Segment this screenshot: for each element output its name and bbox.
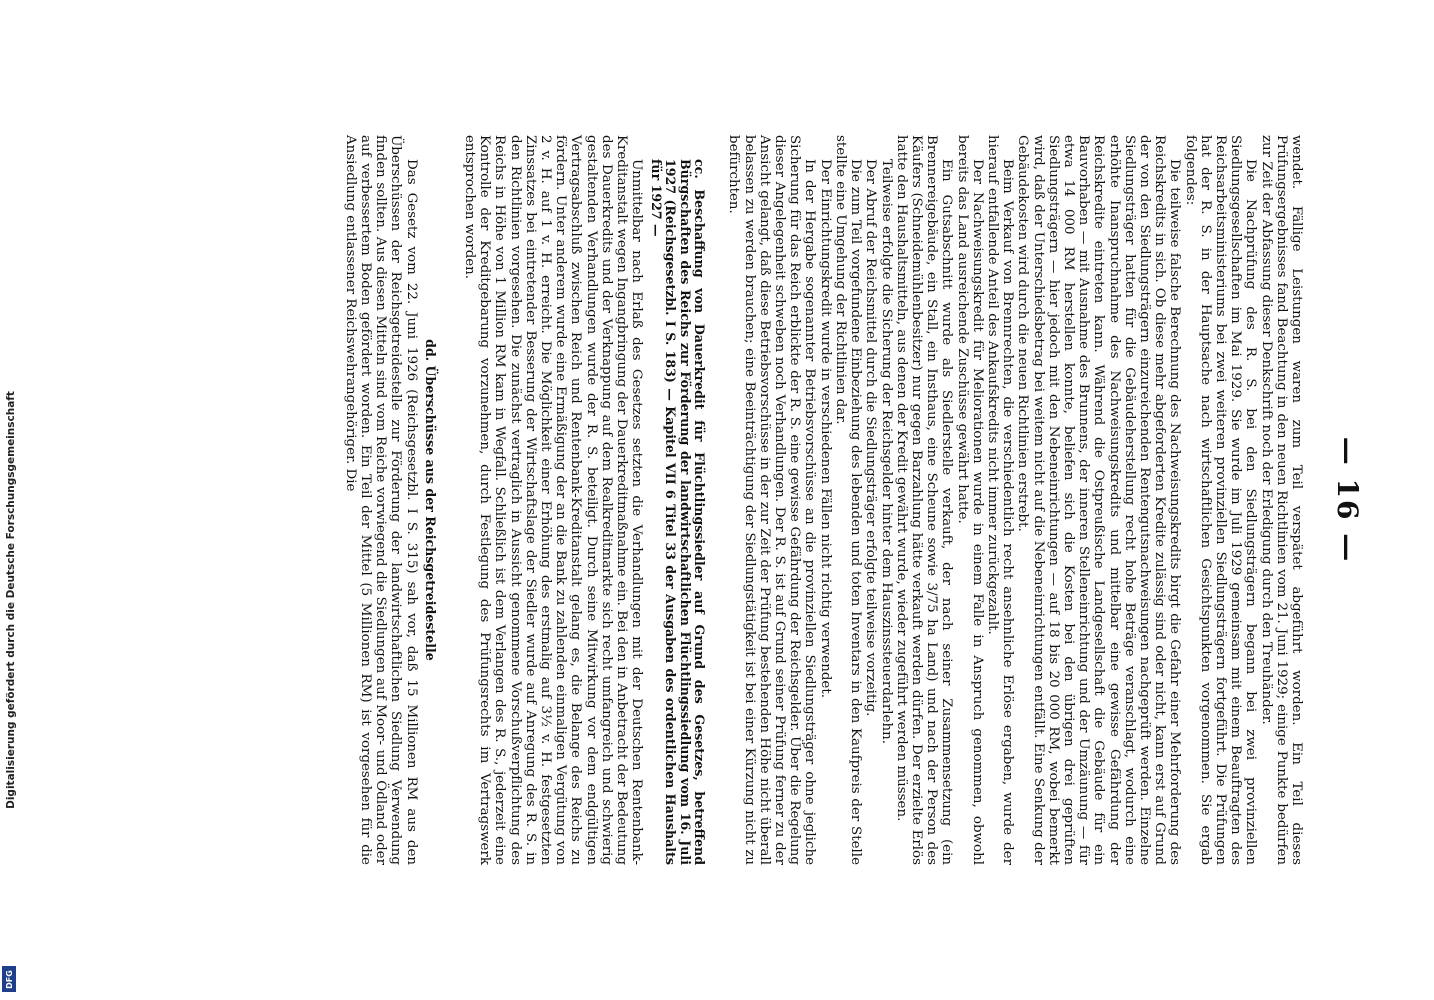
paragraph: Ein Gutsabschnitt wurde als Siedlerstelle verkauft, der nach seiner Zusammensetzung (ein Brennereigebäude, ein Stall, ein Insthaus, eine Scheune sowie 3/75 ha Land) und nach der Person des Käufers (Schneidemühlenbesitzer) nur gegen Barzahlung hätte verkauft werden dürfen. Der erzielte Erlös hatte den Haushaltsmitteln, aus denen der Kredit gewährt wurde, wieder zugeführt werden müssen. bbox=[893, 135, 955, 865]
section-heading-dd: dd. Überschüsse aus der Reichsgetreidestelle bbox=[422, 339, 438, 661]
paragraph: Der Nachweisungskredit für Meliorationen wurde in einem Falle in Anspruch genommen, obwohl bereits das Land ausreichende Zuschüsse gewährt hatte. bbox=[954, 135, 985, 865]
paragraph: Teilweise erfolgte die Sicherung der Reichsgelder hinter dem Hauszinssteuerdarlehn. bbox=[878, 159, 894, 744]
digitization-credit: Digitalisierung gefördert durch die Deutsche Forschungsgemeinschaft bbox=[5, 391, 17, 809]
page-number: — 16 — bbox=[1331, 436, 1364, 564]
paragraph: Die teilweise falsche Berechnung des Nachweisungskredits birgt die Gefahr einer Mehrforderung des Reichskredits in sich. Ob diese mehr abgeforderten Kredite zulässig sind oder nicht, kann erst auf Grund der von den Siedlungsträgern einzureichenden Rentengutsnachweisungen nachgeprüft werden. Einzelne Siedlungsträger hatten für die Gebäudeherstellung recht hohe Beträge veranschlagt, wodurch eine erhöhte Inanspruchnahme des Nachweisungskredits und mittelbar eine gewisse Gefährdung der Reichskredite eintreten kann. Während die Ostpreußische Landgesellschaft die Gebäude für ein Bauvorhaben — mit Ausnahme des Brunnens, der inneren Stelleneinrichtung und der Umzäunung — für etwa 14 000 RM herstellen konnte, beliefen sich die Kosten bei den übrigen drei geprüften Siedlungsträgern — hier jedoch mit den Nebeneinrichtungen — auf 18 bis 20 000 RM, wobei bemerkt wird, daß der Unterschiedsbetrag bei weitem nicht auf die Nebeneinrichtungen entfällt. Eine Senkung der Gebäudekosten wird durch die neuen Richtlinien erstrebt. bbox=[1015, 135, 1183, 865]
paragraph: Beim Verkauf von Brennrechten, die verschiedentlich recht ansehnliche Erlöse ergaben, wurde der hierauf entfallende Anteil des Ankaufskredits nicht immer zurückgezahlt. bbox=[984, 135, 1016, 865]
paragraph: Der Abruf der Reichsmittel durch die Siedlungsträger erfolgte teilweise vorzeitig. bbox=[863, 159, 879, 717]
section-heading-cc: cc. Beschaffung von Dauerkredit für Flüchtlingssiedler auf Grund des Gesetzes, betreffend Bürgschaften des Reichs zur Förderung der landwirtschaftlichen Flüchtlingssiedlung vom 16. Juli 1927 (Reichsgesetzbl. I S. 183) — Kapitel VII 6 Titel 33 der Ausgaben des ordentlichen Haushalts für 1927 — bbox=[648, 159, 708, 865]
paragraph: In der Hergabe sogenannter Betriebsvorschüsse an die provinziellen Siedlungsträger ohne jegliche Sicherung für das Reich erblickte der R. S. eine gewisse Gefährdung der Reichsgelder. Über die Regelung dieser Angelegenheit schweben noch Verhandlungen. Der R. S. ist auf Grund seiner Prüfung ferner zu der Ansicht gelangt, daß diese Betriebsvorschüsse in der zur Zeit der Prüfung bestehenden Höhe nicht überall belassen zu werden brauchen; eine Beeinträchtigung der Siedlungstätigkeit ist bei einer Kürzung nicht zu befürchten. bbox=[726, 135, 818, 865]
spacer bbox=[448, 135, 462, 865]
paragraph: Der Einrichtungskredit wurde in verschiedenen Fällen nicht richtig verwendet. bbox=[817, 159, 833, 698]
paragraph: Unmittelbar nach Erlaß des Gesetzes setzten die Verhandlungen mit der Deutschen Rentenbank-Kreditanstalt wegen Ingangbringung der Dauerkreditmaßnahme ein. Bei den in Anbetracht der Bedeutung des Dauerkredits und der Verknappung auf dem Realkreditmarkte sich recht umfangreich und schwierig gestaltenden Verhandlungen wurde der R. S. beteiligt. Durch seine Mitwirkung vor dem endgültigen Vertragsabschluß zwischen Reich und Rentenbank-Kreditanstalt gelang es, die Belange des Reichs zu fördern. Unter anderem wurde eine Ermäßigung der an die Bank zu zahlenden einmaligen Vergütung von 2 v. H. auf 1 v. H. erreicht. Die Möglichkeit einer Erhöhung des erstmalig auf 3½ v. H. festgesetzten Zinssatzes bei eintretender Besserung der Wirtschaftslage der Siedler wurde auf Anregung des R. S. in den Richtlinien vorgesehen. Die zunächst vertraglich in Aussicht genommene Vorschußverpflichtung des Reichs in Höhe von 1 Million RM kam in Wegfall. Schließlich ist dem Verlangen des R. S., jederzeit eine Kontrolle der Kreditgebarung vorzunehmen, durch Festlegung des Prüfungsrechts im Vertragswerk entsprochen worden. bbox=[462, 135, 645, 865]
paragraph: Das Gesetz vom 22. Juni 1926 (Reichsgesetzbl. I S. 315) sah vor, daß 15 Millionen RM aus den Überschüssen der Reichsgetreidestelle zur Förderung der landwirtschaftlichen Siedlung Verwendung finden sollten. Aus diesen Mitteln sind vom Reiche vorwiegend die Siedlungen auf Moor- und Ödland oder auf verbessertem Boden gefördert worden. Ein Teil der Mittel (5 Millionen RM) ist vorgesehen für die Ansiedlung entlassener Reichswehrangehöriger. Die bbox=[342, 135, 419, 865]
paragraph: Die Nachprüfung des R. S. bei den Siedlungsträgern begann bei zwei provinziellen Siedlungsgesellschaften im Mai 1929. Sie wurde im Juli 1929 gemeinsam mit einem Beauftragten des Reichsarbeitsministeriums bei zwei weiteren provinziellen Siedlungsträgern fortgeführt. Die Prüfungen hat der R. S. in der Hauptsache nach wirtschaftlichen Gesichtspunkten vorgenommen. Sie ergab folgendes: bbox=[1182, 135, 1259, 865]
paragraph: Die zum Teil vorgefundene Einbeziehung des lebenden und toten Inventars in den Kaufpreis der Stelle stellte eine Umgehung der Richtlinien dar. bbox=[832, 135, 864, 865]
text-column bbox=[343, 135, 1304, 865]
paragraph: wendet. Fällige Leistungen waren zum Teil verspätet abgeführt worden. Ein Teil dieses Prüfungsergebnisses fand Beachtung in den neuen Richtlinien vom 21. Juni 1929; einige Punkte bedürfen zur Zeit der Abfassung dieser Denkschrift noch der Erledigung durch den Treuhänder. bbox=[1258, 135, 1304, 865]
spacer bbox=[712, 135, 726, 865]
dfg-logo-text: DFG bbox=[4, 969, 14, 989]
